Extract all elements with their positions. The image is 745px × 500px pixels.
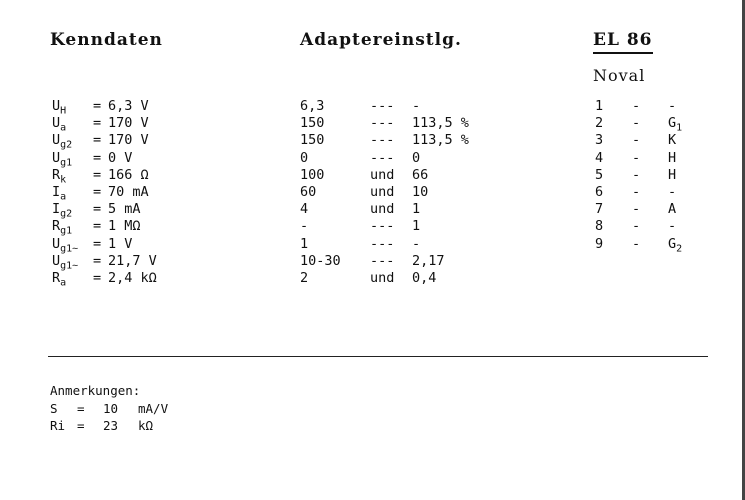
pin-separator: - [632,218,641,235]
pin-separator: - [632,149,641,166]
adapter-value: 10-30 [300,252,341,269]
symbol: $R_a$ [52,270,67,289]
symbol: $R_{g1}$ [52,218,73,238]
pin-row [0,150,745,167]
equals-sign: = [93,166,102,183]
pin-function: - [668,98,677,114]
pin-number: 7 [595,201,604,218]
symbol: $I_a$ [52,184,67,203]
pin-number: 1 [595,98,604,114]
symbol-subscript: a [60,277,67,289]
pin-row [0,115,745,132]
pin-function: A [668,201,677,218]
symbol-subscript: g1~ [60,243,79,255]
adapter-value: 1 [300,235,309,252]
adapter-value: 60 [300,184,317,200]
characteristic-value: 6,3 V [108,98,149,114]
equals-sign: = [93,149,102,166]
parameter-row [0,270,745,287]
symbol: $R_k$ [52,166,67,186]
characteristic-value: 170 V [108,115,149,132]
pin-number: 2 [595,115,604,132]
pin-number: 6 [595,184,604,200]
equals-sign: = [93,184,102,200]
characteristic-value: 0 V [108,149,133,166]
adapter-value-2: 66 [412,166,429,183]
kenndaten-heading: Kenndaten [50,30,163,50]
adapter-connector: und [370,201,395,218]
pin-separator: - [632,235,641,252]
adapter-connector: und [370,270,395,286]
note-equals: = [77,418,85,433]
pin-function: K [668,132,677,149]
adapter-value-2: 113,5 % [412,115,469,132]
adapter-value-2: 2,17 [412,252,445,269]
adapter-connector: --- [370,115,395,132]
symbol-subscript: H [60,105,67,117]
adapter-heading: Adaptereinstlg. [300,30,462,50]
pin-separator: - [632,132,641,149]
adapter-value: 4 [300,201,309,218]
note-number: 10 [103,401,119,416]
characteristic-value: 1 MΩ [108,218,141,235]
adapter-value-2: - [412,235,421,252]
equals-sign: = [93,132,102,149]
adapter-connector: --- [370,98,395,114]
pin-function: $G_2$ [668,235,683,255]
adapter-connector: und [370,166,395,183]
adapter-connector: --- [370,132,395,149]
symbol: $U_H$ [52,98,67,117]
base-type-label: Noval [593,66,646,85]
adapter-value-2: 1 [412,218,421,235]
pin-number: 3 [595,132,604,149]
separator-line [48,356,708,357]
adapter-value-2: 0,4 [412,270,437,286]
adapter-connector: --- [370,218,395,235]
symbol-subscript: g2 [60,140,73,152]
characteristic-value: 170 V [108,132,149,149]
notes-title: Anmerkungen: [50,383,141,398]
characteristic-value: 70 mA [108,184,149,200]
note-unit: mA/V [138,401,169,416]
parameter-row [0,253,745,270]
note-number: 23 [103,418,119,433]
characteristic-value: 2,4 kΩ [108,270,157,286]
adapter-value: - [300,218,309,235]
note-row [0,401,745,418]
pin-separator: - [632,166,641,183]
pin-function: H [668,149,677,166]
adapter-connector: --- [370,235,395,252]
adapter-connector: --- [370,252,395,269]
pin-row [0,201,745,218]
pin-number: 9 [595,235,604,252]
pin-number: 4 [595,149,604,166]
characteristic-value: 5 mA [108,201,141,218]
pin-function: - [668,218,677,235]
pin-separator: - [632,201,641,218]
pin-number: 5 [595,166,604,183]
tube-type-title: EL 86 [593,30,653,54]
equals-sign: = [93,115,102,132]
pin-function-subscript: 1 [676,122,683,134]
adapter-value-2: - [412,98,421,114]
symbol: $U_a$ [52,115,67,134]
symbol: $U_{g1\sim}$ [52,252,79,272]
equals-sign: = [93,218,102,235]
symbol: $U_{g2}$ [52,132,73,152]
pin-function: H [668,166,677,183]
symbol: $I_{g2}$ [52,201,73,220]
pin-number: 8 [595,218,604,235]
symbol-subscript: k [60,174,67,186]
note-equals: = [77,401,85,416]
pin-function: - [668,184,677,200]
adapter-connector: --- [370,149,395,166]
equals-sign: = [93,235,102,252]
symbol: $U_{g1}$ [52,149,73,169]
pin-function: $G_1$ [668,115,683,134]
note-row [0,418,745,435]
equals-sign: = [93,270,102,286]
symbol-subscript: g2 [60,208,73,220]
symbol-subscript: a [60,191,67,203]
pin-function-subscript: 2 [676,243,683,255]
symbol-subscript: g1 [60,157,73,169]
equals-sign: = [93,98,102,114]
pin-row [0,236,745,253]
note-unit: kΩ [138,418,154,433]
pin-separator: - [632,184,641,200]
pin-row [0,167,745,184]
equals-sign: = [93,201,102,218]
adapter-value: 150 [300,132,325,149]
symbol: $U_{g1\sim}$ [52,235,79,255]
pin-row [0,132,745,152]
adapter-value: 150 [300,115,325,132]
equals-sign: = [93,252,102,269]
symbol-subscript: g1~ [60,260,79,272]
adapter-value-2: 113,5 % [412,132,469,149]
pin-row [0,184,745,201]
adapter-connector: und [370,184,395,200]
pin-separator: - [632,98,641,114]
adapter-value: 0 [300,149,309,166]
adapter-value-2: 0 [412,149,421,166]
note-symbol: S [50,401,58,416]
characteristic-value: 1 V [108,235,133,252]
characteristic-value: 21,7 V [108,252,157,269]
adapter-value-2: 10 [412,184,429,200]
pin-separator: - [632,115,641,132]
note-symbol: Ri [50,418,66,433]
symbol-subscript: a [60,122,67,134]
pin-row [0,218,745,238]
adapter-value: 6,3 [300,98,325,114]
symbol-subscript: g1 [60,226,73,238]
pin-row [0,98,745,115]
adapter-value: 2 [300,270,309,286]
adapter-value-2: 1 [412,201,421,218]
adapter-value: 100 [300,166,325,183]
characteristic-value: 166 Ω [108,166,149,183]
